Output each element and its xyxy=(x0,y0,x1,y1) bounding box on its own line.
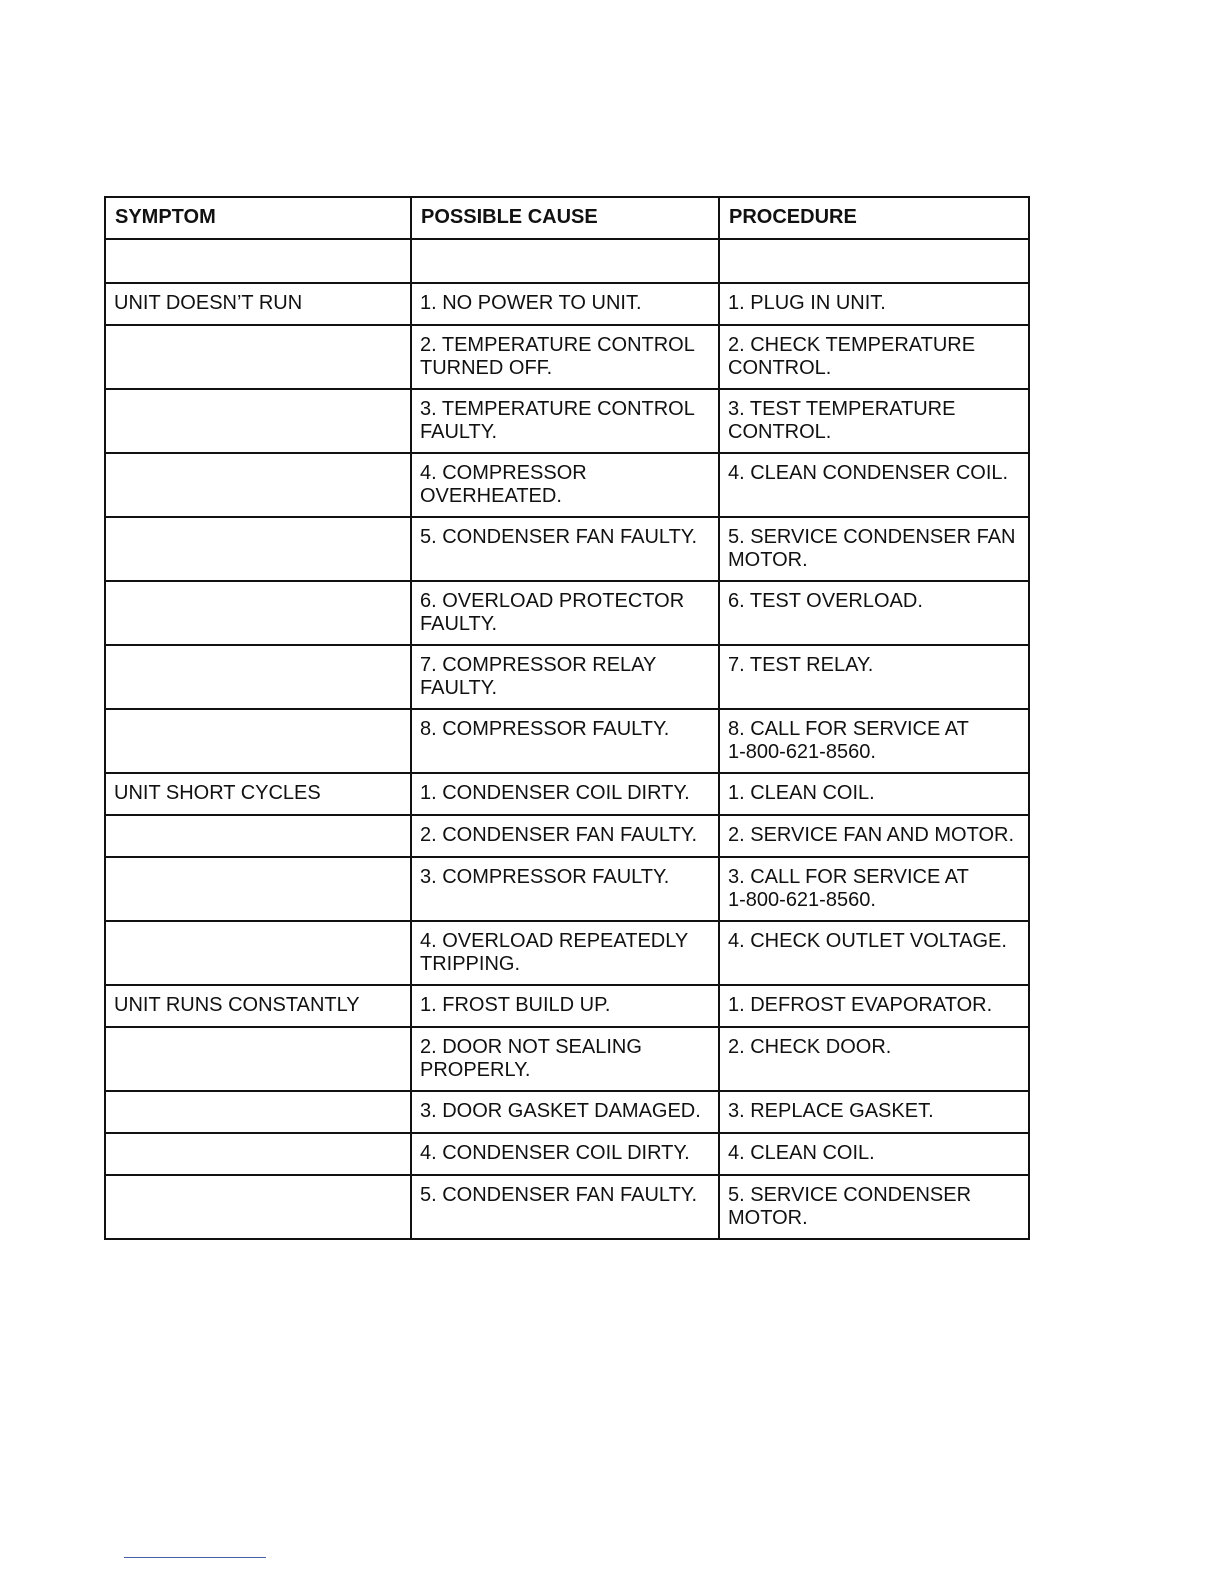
symptom-cell xyxy=(105,1175,411,1239)
table-row xyxy=(105,921,1029,985)
table-row xyxy=(105,581,1029,645)
cause-cell: 4. OVERLOAD REPEATEDLY TRIPPING. xyxy=(411,921,719,985)
procedure-cell: 6. TEST OVERLOAD. xyxy=(719,581,1029,645)
header-procedure: PROCEDURE xyxy=(719,197,1029,239)
table-row xyxy=(105,985,1029,1027)
symptom-cell xyxy=(105,921,411,985)
procedure-cell: 2. SERVICE FAN AND MOTOR. xyxy=(719,815,1029,857)
symptom-cell xyxy=(105,709,411,773)
table-row xyxy=(105,1133,1029,1175)
cause-cell: 1. NO POWER TO UNIT. xyxy=(411,283,719,325)
table-row xyxy=(105,857,1029,921)
procedure-cell: 4. CLEAN CONDENSER COIL. xyxy=(719,453,1029,517)
procedure-cell: 4. CHECK OUTLET VOLTAGE. xyxy=(719,921,1029,985)
cause-cell: 1. FROST BUILD UP. xyxy=(411,985,719,1027)
table-row xyxy=(105,239,1029,283)
cause-cell: 2. TEMPERATURE CONTROL TURNED OFF. xyxy=(411,325,719,389)
symptom-cell xyxy=(105,1091,411,1133)
cause-cell: 6. OVERLOAD PROTECTOR FAULTY. xyxy=(411,581,719,645)
procedure-cell: 5. SERVICE CONDENSER FAN MOTOR. xyxy=(719,517,1029,581)
cause-cell: 5. CONDENSER FAN FAULTY. xyxy=(411,1175,719,1239)
table-row xyxy=(105,1175,1029,1239)
procedure-cell: 7. TEST RELAY. xyxy=(719,645,1029,709)
cause-cell: 5. CONDENSER FAN FAULTY. xyxy=(411,517,719,581)
procedure-cell: 3. TEST TEMPERATURE CONTROL. xyxy=(719,389,1029,453)
symptom-cell xyxy=(105,815,411,857)
procedure-cell: 4. CLEAN COIL. xyxy=(719,1133,1029,1175)
symptom-cell xyxy=(105,645,411,709)
table-header-row xyxy=(105,197,1029,239)
table-row xyxy=(105,1091,1029,1133)
cause-cell: 2. DOOR NOT SEALING PROPERLY. xyxy=(411,1027,719,1091)
cause-cell: 2. CONDENSER FAN FAULTY. xyxy=(411,815,719,857)
procedure-cell: 2. CHECK TEMPERATURE CONTROL. xyxy=(719,325,1029,389)
table-row xyxy=(105,389,1029,453)
symptom-cell: UNIT RUNS CONSTANTLY xyxy=(105,985,411,1027)
procedure-cell: 2. CHECK DOOR. xyxy=(719,1027,1029,1091)
symptom-cell xyxy=(105,453,411,517)
procedure-cell: 1. CLEAN COIL. xyxy=(719,773,1029,815)
procedure-cell: 3. REPLACE GASKET. xyxy=(719,1091,1029,1133)
footer-rule xyxy=(124,1557,266,1558)
symptom-cell xyxy=(105,581,411,645)
cause-cell: 4. COMPRESSOR OVERHEATED. xyxy=(411,453,719,517)
symptom-cell xyxy=(105,857,411,921)
cause-cell: 4. CONDENSER COIL DIRTY. xyxy=(411,1133,719,1175)
procedure-cell: 1. DEFROST EVAPORATOR. xyxy=(719,985,1029,1027)
symptom-cell xyxy=(105,1027,411,1091)
header-possible-cause: POSSIBLE CAUSE xyxy=(411,197,719,239)
symptom-cell xyxy=(105,325,411,389)
cause-cell: 1. CONDENSER COIL DIRTY. xyxy=(411,773,719,815)
procedure-cell: 3. CALL FOR SERVICE AT 1-800-621-8560. xyxy=(719,857,1029,921)
table-row xyxy=(105,645,1029,709)
table-row xyxy=(105,453,1029,517)
table-row xyxy=(105,283,1029,325)
table-row xyxy=(105,773,1029,815)
table-row xyxy=(105,815,1029,857)
header-symptom: SYMPTOM xyxy=(105,197,411,239)
table-row xyxy=(105,1027,1029,1091)
symptom-cell xyxy=(105,1133,411,1175)
symptom-cell xyxy=(105,517,411,581)
procedure-cell: 5. SERVICE CONDENSER MOTOR. xyxy=(719,1175,1029,1239)
cause-cell: 3. DOOR GASKET DAMAGED. xyxy=(411,1091,719,1133)
symptom-cell xyxy=(105,239,411,283)
procedure-cell xyxy=(719,239,1029,283)
table-row xyxy=(105,709,1029,773)
troubleshooting-table xyxy=(104,196,1030,1240)
symptom-cell xyxy=(105,389,411,453)
cause-cell: 8. COMPRESSOR FAULTY. xyxy=(411,709,719,773)
cause-cell xyxy=(411,239,719,283)
procedure-cell: 1. PLUG IN UNIT. xyxy=(719,283,1029,325)
symptom-cell: UNIT DOESN’T RUN xyxy=(105,283,411,325)
table-row xyxy=(105,325,1029,389)
procedure-cell: 8. CALL FOR SERVICE AT 1-800-621-8560. xyxy=(719,709,1029,773)
cause-cell: 3. COMPRESSOR FAULTY. xyxy=(411,857,719,921)
table-row xyxy=(105,517,1029,581)
symptom-cell: UNIT SHORT CYCLES xyxy=(105,773,411,815)
cause-cell: 3. TEMPERATURE CONTROL FAULTY. xyxy=(411,389,719,453)
cause-cell: 7. COMPRESSOR RELAY FAULTY. xyxy=(411,645,719,709)
